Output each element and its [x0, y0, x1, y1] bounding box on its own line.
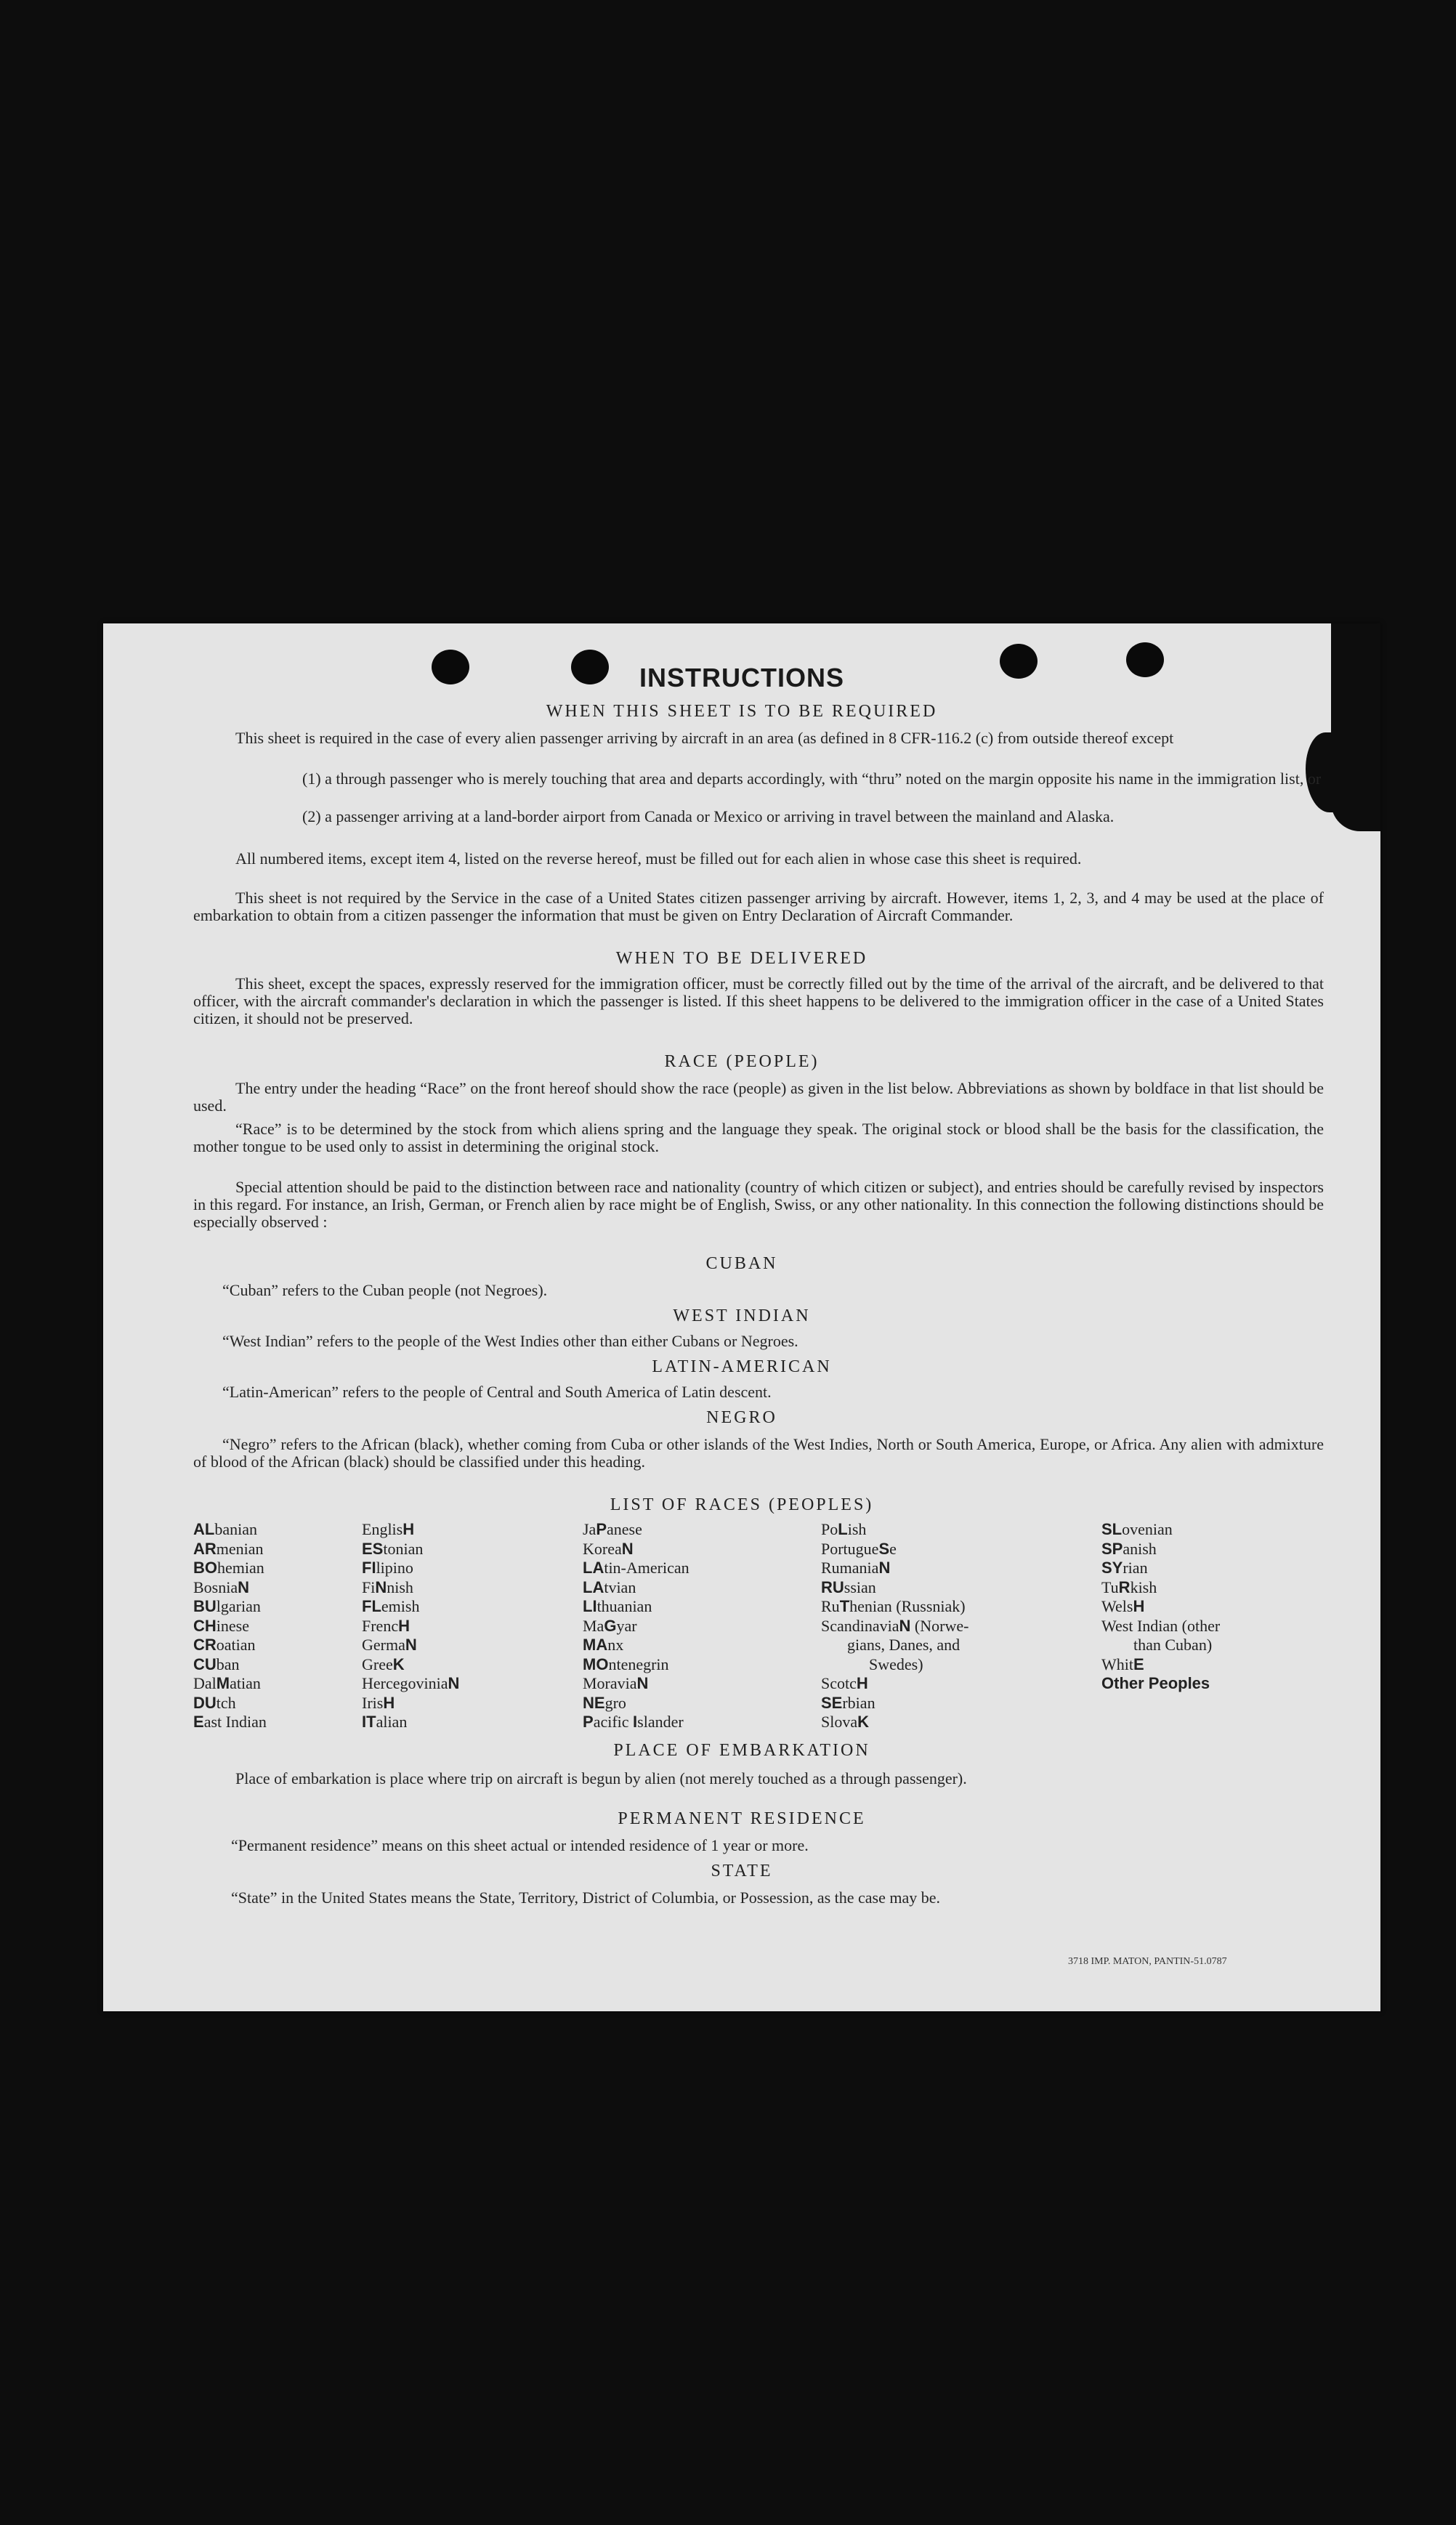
race-item: EnglisH — [362, 1520, 415, 1538]
race-item: SYrian — [1101, 1559, 1148, 1577]
race-item: BOhemian — [193, 1559, 264, 1577]
when-required-p2: All numbered items, except item 4, listed on the reverse hereof, must be filled out for each alien in whose case this sheet is required. — [235, 849, 1082, 868]
race-item: East Indian — [193, 1713, 267, 1731]
heading-cuban: CUBAN — [705, 1254, 778, 1273]
race-item: MoraviaN — [583, 1674, 649, 1692]
race-item: NEgro — [583, 1693, 626, 1712]
race-item: BosniaN — [193, 1577, 250, 1596]
heading-when-required: WHEN THIS SHEET IS TO BE REQUIRED — [546, 702, 938, 721]
heading-list-of-races: LIST OF RACES (PEOPLES) — [610, 1495, 874, 1514]
race-item: ScandinaviaN (Norwe- — [821, 1616, 969, 1635]
races-column-5 — [1101, 1520, 1220, 1694]
race-item: gians, Danes, and — [847, 1636, 960, 1654]
race-p2: “Race” is to be determined by the stock from which aliens spring and the language they speak. The original stock or blood shall be the basis for the classification, the mother tongue to be used only to assist in determining the original stock. — [193, 1120, 1324, 1155]
heading-embarkation: PLACE OF EMBARKATION — [613, 1741, 870, 1760]
race-item: RumaniaN — [821, 1559, 891, 1577]
race-item: CRoatian — [193, 1636, 256, 1654]
when-required-item1: (1) a through passenger who is merely touching that area and departs accordingly, with “thru” noted on the margin opposite his name in the immigration list, or — [302, 769, 1322, 788]
race-item: EStonian — [362, 1539, 424, 1558]
races-column-2 — [362, 1520, 459, 1732]
race-item: MAnx — [583, 1636, 624, 1654]
print-code: 3718 IMP. MATON, PANTIN-51.0787 — [1068, 1956, 1227, 1967]
race-item: WhitE — [1101, 1655, 1144, 1673]
race-item: WelsH — [1101, 1597, 1145, 1615]
races-column-4 — [821, 1520, 968, 1732]
race-item: PoLish — [821, 1520, 867, 1538]
race-item: TuRkish — [1101, 1577, 1157, 1596]
race-item: JaPanese — [583, 1520, 642, 1538]
west-indian-text: “West Indian” refers to the people of the West Indies other than either Cubans or Negroes. — [222, 1332, 798, 1350]
race-item: CHinese — [193, 1616, 249, 1635]
race-item: FrencH — [362, 1616, 410, 1635]
heading-state: STATE — [711, 1862, 773, 1880]
race-item: LIthuanian — [583, 1597, 652, 1615]
residence-text: “Permanent residence” means on this sheet actual or intended residence of 1 year or more. — [231, 1836, 809, 1854]
race-item: RUssian — [821, 1577, 876, 1596]
page-title: INSTRUCTIONS — [639, 663, 844, 692]
race-item: FIlipino — [362, 1559, 413, 1577]
race-item: SErbian — [821, 1693, 875, 1712]
heading-latin-american: LATIN-AMERICAN — [652, 1357, 832, 1376]
race-item: GermaN — [362, 1636, 417, 1654]
when-required-item2: (2) a passenger arriving at a land-border airport from Canada or Mexico or arriving in travel between the mainland and Alaska. — [302, 807, 1115, 825]
race-item: LAtvian — [583, 1577, 636, 1596]
heading-west-indian: WEST INDIAN — [673, 1306, 811, 1325]
race-item: FiNnish — [362, 1577, 413, 1596]
heading-when-delivered: WHEN TO BE DELIVERED — [615, 949, 868, 968]
race-item: Swedes) — [869, 1655, 923, 1673]
races-column-1 — [193, 1520, 267, 1732]
race-item: BUlgarian — [193, 1597, 261, 1615]
heading-negro: NEGRO — [706, 1408, 777, 1427]
race-item: GreeK — [362, 1655, 405, 1673]
latin-american-text: “Latin-American” refers to the people of Central and South America of Latin descent. — [222, 1383, 772, 1401]
race-item: PortugueSe — [821, 1539, 897, 1558]
race-item: DalMatian — [193, 1674, 261, 1692]
form-sheet — [103, 623, 1380, 2011]
cuban-text: “Cuban” refers to the Cuban people (not Negroes). — [222, 1281, 548, 1299]
race-p1: The entry under the heading “Race” on the front hereof should show the race (people) as given in the list below. Abbreviations as shown by boldface in that list should be used. — [193, 1079, 1324, 1115]
race-item: SPanish — [1101, 1539, 1157, 1558]
race-p3: Special attention should be paid to the distinction between race and nationality (country of which citizen or subject), and entries should be carefully revised by inspectors in this regard. For instance, an Irish, German, or French alien by race might be of English, Swiss, or any other nationality. In this connection the following distinctions should be especially observed : — [193, 1178, 1324, 1231]
race-item: HercegoviniaN — [362, 1674, 460, 1692]
race-item: ARmenian — [193, 1539, 264, 1558]
race-item: DUtch — [193, 1693, 236, 1712]
when-delivered-p1: This sheet, except the spaces, expressly reserved for the immigration officer, must be correctly filled out by the time of the arrival of the aircraft, and be delivered to that officer, with the aircraft commander's declaration in which the passenger is listed. If this sheet happens to be delivered to the immigration officer in the case of a United States citizen, it should not be preserved. — [193, 974, 1324, 1027]
race-item: RuThenian (Russniak) — [821, 1597, 966, 1615]
race-item: IrisH — [362, 1693, 395, 1712]
race-item: KoreaN — [583, 1539, 634, 1558]
race-item: FLemish — [362, 1597, 420, 1615]
race-item: West Indian (other — [1101, 1616, 1221, 1635]
race-item: Other Peoples — [1101, 1674, 1210, 1692]
state-text: “State” in the United States means the State, Territory, District of Columbia, or Possession, as the case may be. — [231, 1888, 941, 1907]
races-column-3 — [583, 1520, 689, 1732]
heading-residence: PERMANENT RESIDENCE — [618, 1809, 866, 1828]
when-required-p3: This sheet is not required by the Service in the case of a United States citizen passenger arriving by aircraft. However, items 1, 2, 3, and 4 may be used at the place of embarkation to obtain from a citizen passenger the information that must be given on Entry Declaration of Aircraft Commander. — [193, 889, 1324, 924]
race-item: ALbanian — [193, 1520, 257, 1538]
embarkation-text: Place of embarkation is place where trip on aircraft is begun by alien (not merely touched as a through passenger). — [235, 1769, 967, 1787]
race-item: SLovenian — [1101, 1520, 1173, 1538]
heading-race: RACE (PEOPLE) — [664, 1052, 820, 1071]
race-item: MOntenegrin — [583, 1655, 669, 1673]
race-item: LAtin-American — [583, 1559, 689, 1577]
negro-text: “Negro” refers to the African (black), whether coming from Cuba or other islands of the West Indies, North or South America, Europe, or Africa. Any alien with admixture of blood of the African (black) should be classified under this heading. — [193, 1435, 1324, 1471]
race-item: MaGyar — [583, 1616, 637, 1635]
race-item: Pacific Islander — [583, 1713, 684, 1731]
race-item: CUban — [193, 1655, 240, 1673]
race-item: SlovaK — [821, 1713, 870, 1731]
race-item: than Cuban) — [1133, 1636, 1213, 1654]
race-item: ScotcH — [821, 1674, 868, 1692]
race-item: ITalian — [362, 1713, 408, 1731]
when-required-p1: This sheet is required in the case of every alien passenger arriving by aircraft in an area (as defined in 8 CFR-116.2 (c) from outside thereof except — [235, 729, 1174, 747]
